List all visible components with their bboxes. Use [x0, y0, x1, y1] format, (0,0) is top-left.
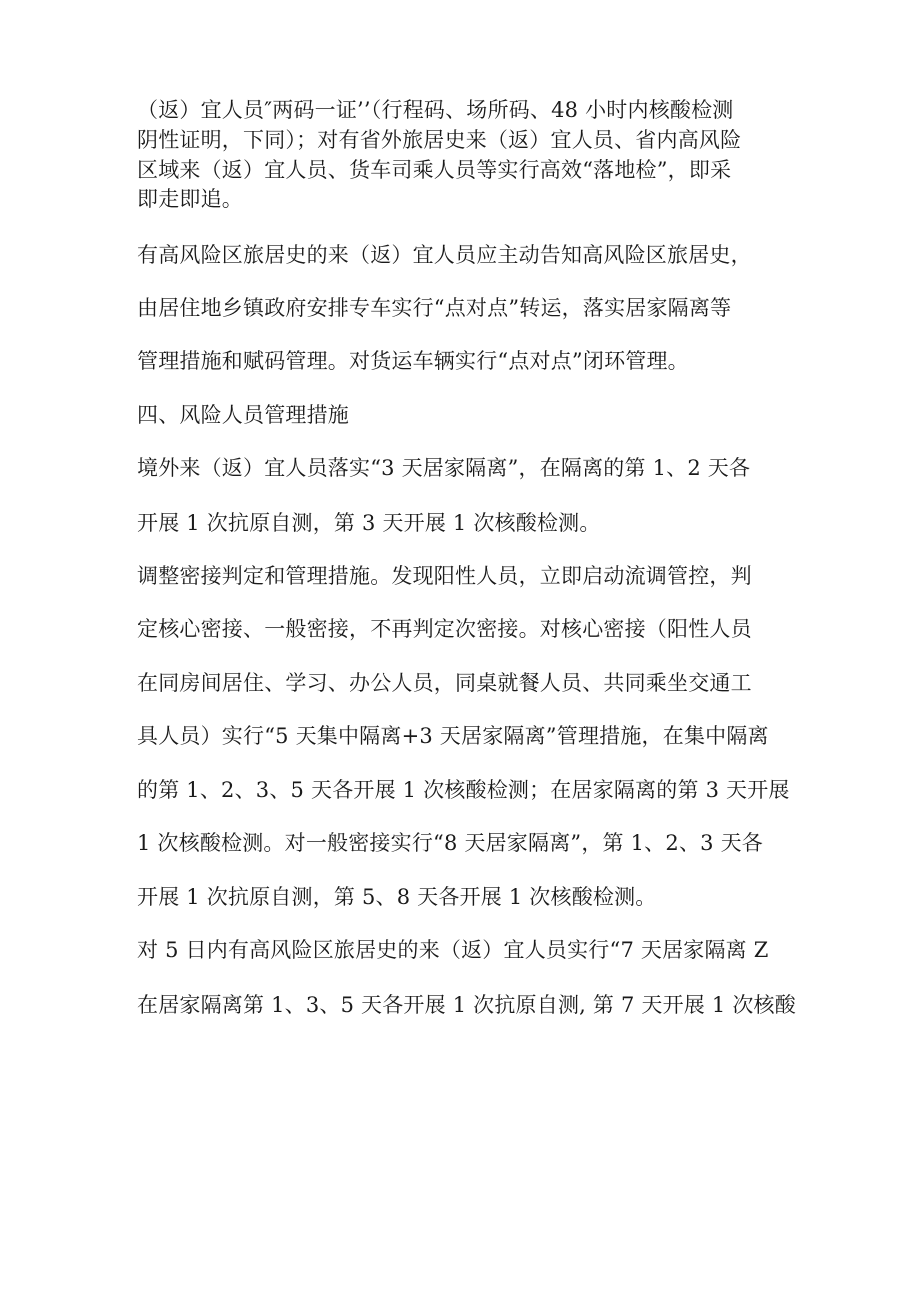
paragraph-line: 具人员）实行“5 天集中隔离+3 天居家隔离”管理措施，在集中隔离 [137, 724, 769, 748]
paragraph-line: 境外来（返）宜人员落实“3 天居家隔离”，在隔离的第 1、2 天各 [137, 456, 751, 480]
paragraph-line: 的第 1、2、3、5 天各开展 1 次核酸检测；在居家隔离的第 3 天开展 [137, 778, 790, 802]
paragraph-line: 对 5 日内有高风险区旅居史的来（返）宜人员实行“7 天居家隔离 Z [137, 938, 769, 962]
paragraph-line: 开展 1 次抗原自测，第 5、8 天各开展 1 次核酸检测。 [137, 885, 657, 909]
paragraph-line: 定核心密接、一般密接，不再判定次密接。对核心密接（阳性人员 [137, 617, 752, 641]
paragraph-line: （返）宜人员″两码一证’’（行程码、场所码、48 小时内核酸检测 [137, 98, 734, 122]
paragraph-line: 由居住地乡镇政府安排专车实行“点对点”转运，落实居家隔离等 [137, 296, 732, 320]
paragraph-line: 区域来（返）宜人员、货车司乘人员等实行高效“落地检”，即采 [137, 158, 732, 182]
section-heading: 四、风险人员管理措施 [137, 403, 349, 427]
paragraph-line: 阴性证明，下同）；对有省外旅居史来（返）宜人员、省内高风险 [137, 128, 742, 152]
paragraph-line: 管理措施和赋码管理。对货运车辆实行“点对点”闭环管理。 [137, 349, 689, 373]
paragraph-line: 1 次核酸检测。对一般密接实行“8 天居家隔离”，第 1、2、3 天各 [137, 831, 763, 855]
paragraph-line: 即走即追。 [137, 187, 243, 211]
paragraph-line: 开展 1 次抗原自测，第 3 天开展 1 次核酸检测。 [137, 511, 601, 535]
paragraph-line: 在同房间居住、学习、办公人员，同桌就餐人员、共同乘坐交通工 [137, 671, 752, 695]
paragraph-line: 在居家隔离第 1、3、5 天各开展 1 次抗原自测, 第 7 天开展 1 次核酸 [137, 993, 796, 1017]
paragraph-line: 调整密接判定和管理措施。发现阳性人员，立即启动流调管控，判 [137, 564, 752, 588]
paragraph-line: 有高风险区旅居史的来（返）宜人员应主动告知高风险区旅居史， [137, 243, 752, 267]
